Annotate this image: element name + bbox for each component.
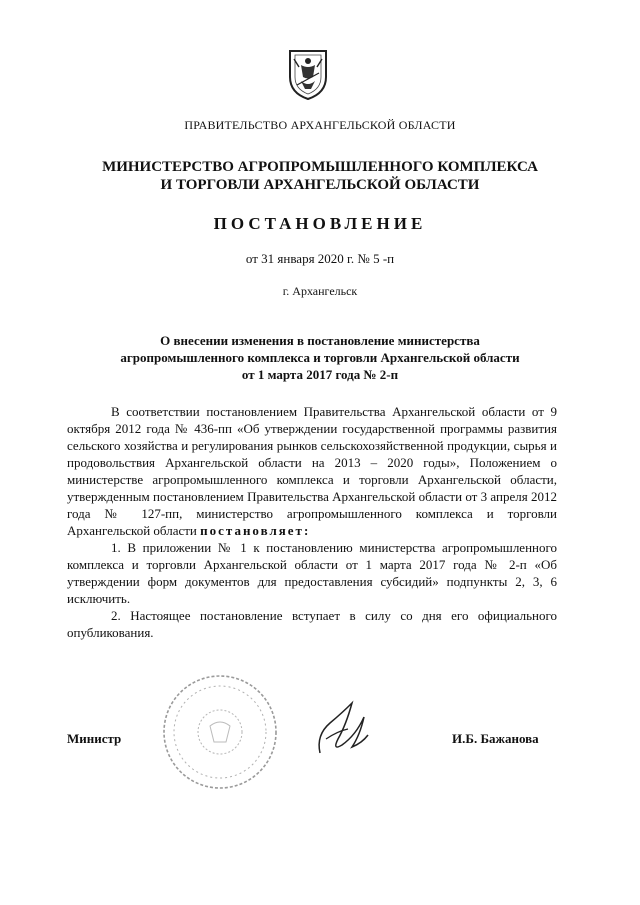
subject-line1: О внесении изменения в постановление министерства	[160, 333, 480, 348]
ministry-name	[0, 158, 640, 194]
document-type: ПОСТАНОВЛЕНИЕ	[213, 214, 427, 233]
body-paragraph-3: 2. Настоящее постановление вступает в силу со дня его официального опубликования.	[67, 608, 557, 640]
coat-of-arms-icon	[287, 47, 329, 101]
document-subject	[0, 332, 640, 383]
government-name: ПРАВИТЕЛЬСТВО АРХАНГЕЛЬСКОЙ ОБЛАСТИ	[184, 118, 456, 132]
ministry-name-line1: МИНИСТЕРСТВО АГРОПРОМЫШЛЕННОГО КОМПЛЕКСА	[102, 159, 538, 175]
official-seal-icon	[160, 672, 280, 792]
subject-line2: агропромышленного комплекса и торговли Архангельской области	[120, 350, 520, 365]
subject-line3: от 1 марта 2017 года № 2-п	[241, 367, 399, 382]
body-paragraph-1-text: В соответствии постановлением Правительства Архангельской области от 9 октября 2012 года № 436-пп «Об утверждении государственной программы развития сельского хозяйства и регулирования рынков сельскохозяйственной продукции, сырья и продовольствия Архангельской области на 2013 – 2020 годы», Положением о министерстве агропромышленного комплекса и торговли Архангельской области, утвержденным постановлением Правительства Архангельской области от 3 апреля 2012 года № 127-пп, министерство агропромышленного комплекса и торговли Архангельской области	[67, 404, 557, 538]
body-paragraph-1	[67, 403, 557, 539]
document-date-number: от 31 января 2020 г. № 5 -п	[245, 251, 395, 266]
decree-word: постановляет:	[200, 523, 311, 538]
document-body	[67, 403, 557, 641]
signatory-role: Министр	[67, 731, 122, 746]
handwritten-signature-icon	[312, 695, 372, 765]
ministry-name-line2: И ТОРГОВЛИ АРХАНГЕЛЬСКОЙ ОБЛАСТИ	[160, 177, 480, 193]
body-paragraph-2: 1. В приложении № 1 к постановлению министерства агропромышленного комплекса и торговли Архангельской области от 1 марта 2017 года № 2-п «Об утверждении форм документов для предоставления субсидий» подпункты 2, 3, 6 исключить.	[67, 540, 557, 606]
document-city: г. Архангельск	[282, 284, 358, 298]
signatory-name: И.Б. Бажанова	[452, 731, 539, 746]
